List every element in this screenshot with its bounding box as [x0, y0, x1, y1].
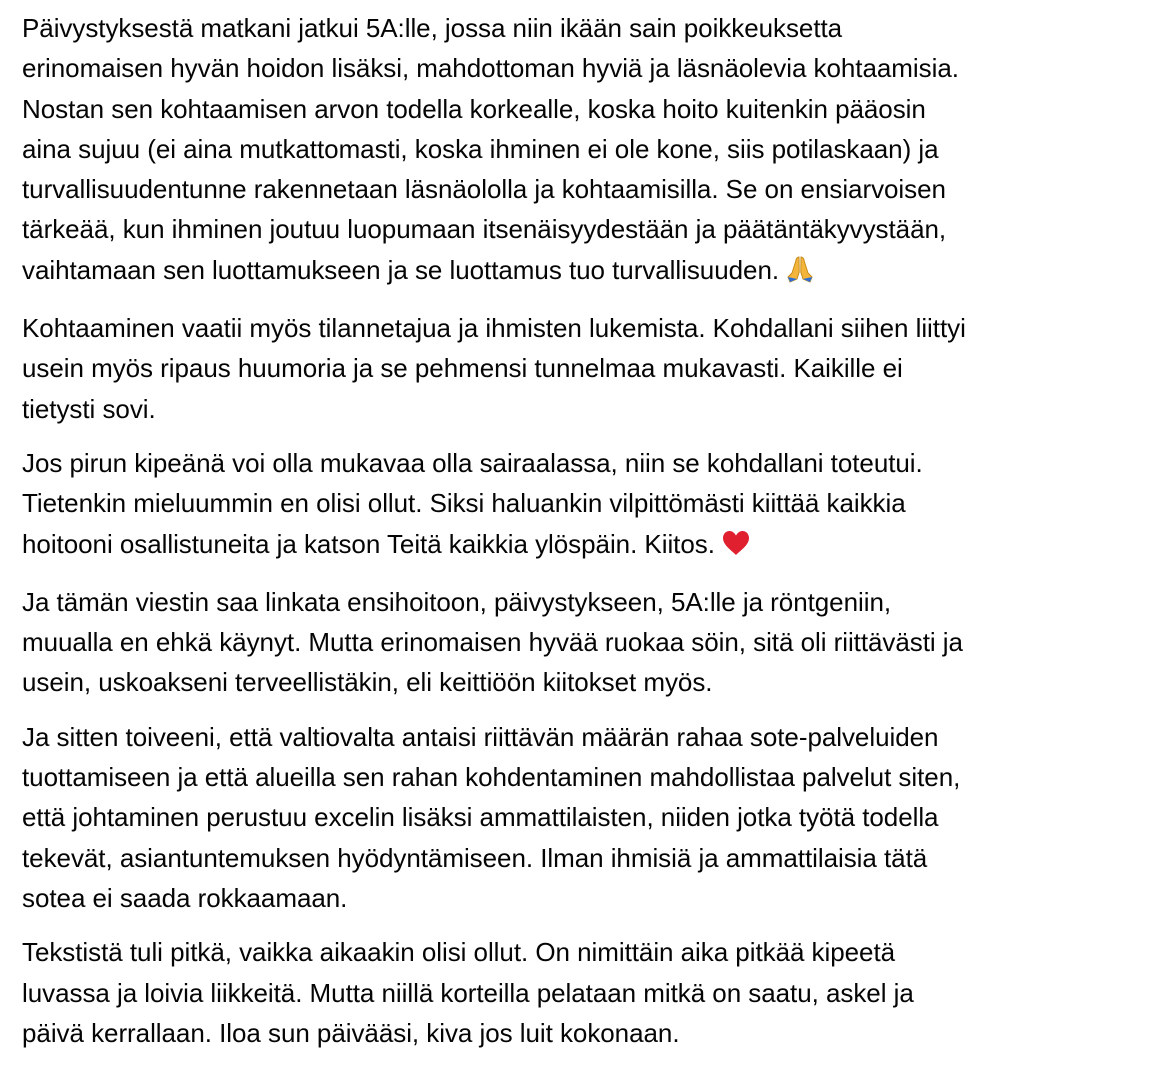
red-heart-icon: [721, 528, 751, 568]
text-line: Tietenkin mieluummin en olisi ollut. Siksi haluankin vilpittömästi kiittää kaikkia: [22, 488, 906, 519]
text-line: Ja sitten toiveeni, että valtiovalta antaisi riittävän määrän rahaa sote-palveluiden: [22, 721, 939, 752]
text-line: [22, 250, 1147, 294]
folded-hands-icon: [785, 254, 815, 294]
text-line: tekevät, asiantuntemuksen hyödyntämiseen. Ilman ihmisiä ja ammattilaisia tätä: [22, 842, 928, 873]
text-line: Tekstistä tuli pitkä, vaikka aikaakin olisi ollut. On nimittäin aika pitkää kipeetä: [22, 937, 896, 968]
post-text: [22, 8, 1147, 1067]
text-line: sotea ei saada rokkaamaan.: [22, 882, 348, 913]
text-line: päivä kerrallaan. Iloa sun päivääsi, kiva jos luit kokonaan.: [22, 1017, 680, 1048]
text-line: usein, uskoakseni terveellistäkin, eli keittiöön kiitokset myös.: [22, 667, 713, 698]
text-line: aina sujuu (ei aina mutkattomasti, koska ihminen ei ole kone, siis potilaskaan) ja: [22, 133, 939, 164]
text-line: turvallisuudentunne rakennetaan läsnäololla ja kohtaamisilla. Se on ensiarvoisen: [22, 174, 946, 205]
text-line: tärkeää, kun ihminen joutuu luopumaan itsenäisyydestään ja päätäntäkyvystään,: [22, 214, 947, 245]
paragraph-1: [22, 8, 1147, 294]
text-line: että johtaminen perustuu excelin lisäksi ammattilaisten, niiden jotka työtä todella: [22, 802, 939, 833]
text-line: [22, 524, 1147, 568]
text-line: luvassa ja loivia liikkeitä. Mutta niillä korteilla pelataan mitkä on saatu, askel ja: [22, 977, 914, 1008]
text-line: Nostan sen kohtaamisen arvon todella korkealle, koska hoito kuitenkin pääosin: [22, 93, 926, 124]
text-line-content: vaihtamaan sen luottamukseen ja se luottamus tuo turvallisuuden.: [22, 254, 780, 285]
text-line-content: hoitooni osallistuneita ja katson Teitä kaikkia ylöspäin. Kiitos.: [22, 528, 715, 559]
paragraph-6: [22, 932, 1147, 1053]
paragraph-4: [22, 582, 1147, 703]
text-line: tietysti sovi.: [22, 393, 156, 424]
text-line: Kohtaaminen vaatii myös tilannetajua ja ihmisten lukemista. Kohdallani siihen liittyi: [22, 313, 966, 344]
text-line: Päivystyksestä matkani jatkui 5A:lle, jossa niin ikään sain poikkeuksetta: [22, 13, 843, 43]
text-line: tuottamiseen ja että alueilla sen rahan kohdentaminen mahdollistaa palvelut siten,: [22, 762, 961, 793]
text-line: usein myös ripaus huumoria ja se pehmensi tunnelmaa mukavasti. Kaikille ei: [22, 353, 903, 384]
paragraph-2: [22, 308, 1147, 429]
text-line: Jos pirun kipeänä voi olla mukavaa olla sairaalassa, niin se kohdallani toteutui.: [22, 447, 923, 478]
text-line: muualla en ehkä käynyt. Mutta erinomaisen hyvää ruokaa söin, sitä oli riittävästi ja: [22, 627, 963, 658]
text-line: Ja tämän viestin saa linkata ensihoitoon, päivystykseen, 5A:lle ja röntgeniin,: [22, 586, 892, 617]
text-line: erinomaisen hyvän hoidon lisäksi, mahdottoman hyviä ja läsnäolevia kohtaamisia.: [22, 53, 959, 84]
paragraph-5: [22, 717, 1147, 918]
paragraph-3: [22, 443, 1147, 568]
